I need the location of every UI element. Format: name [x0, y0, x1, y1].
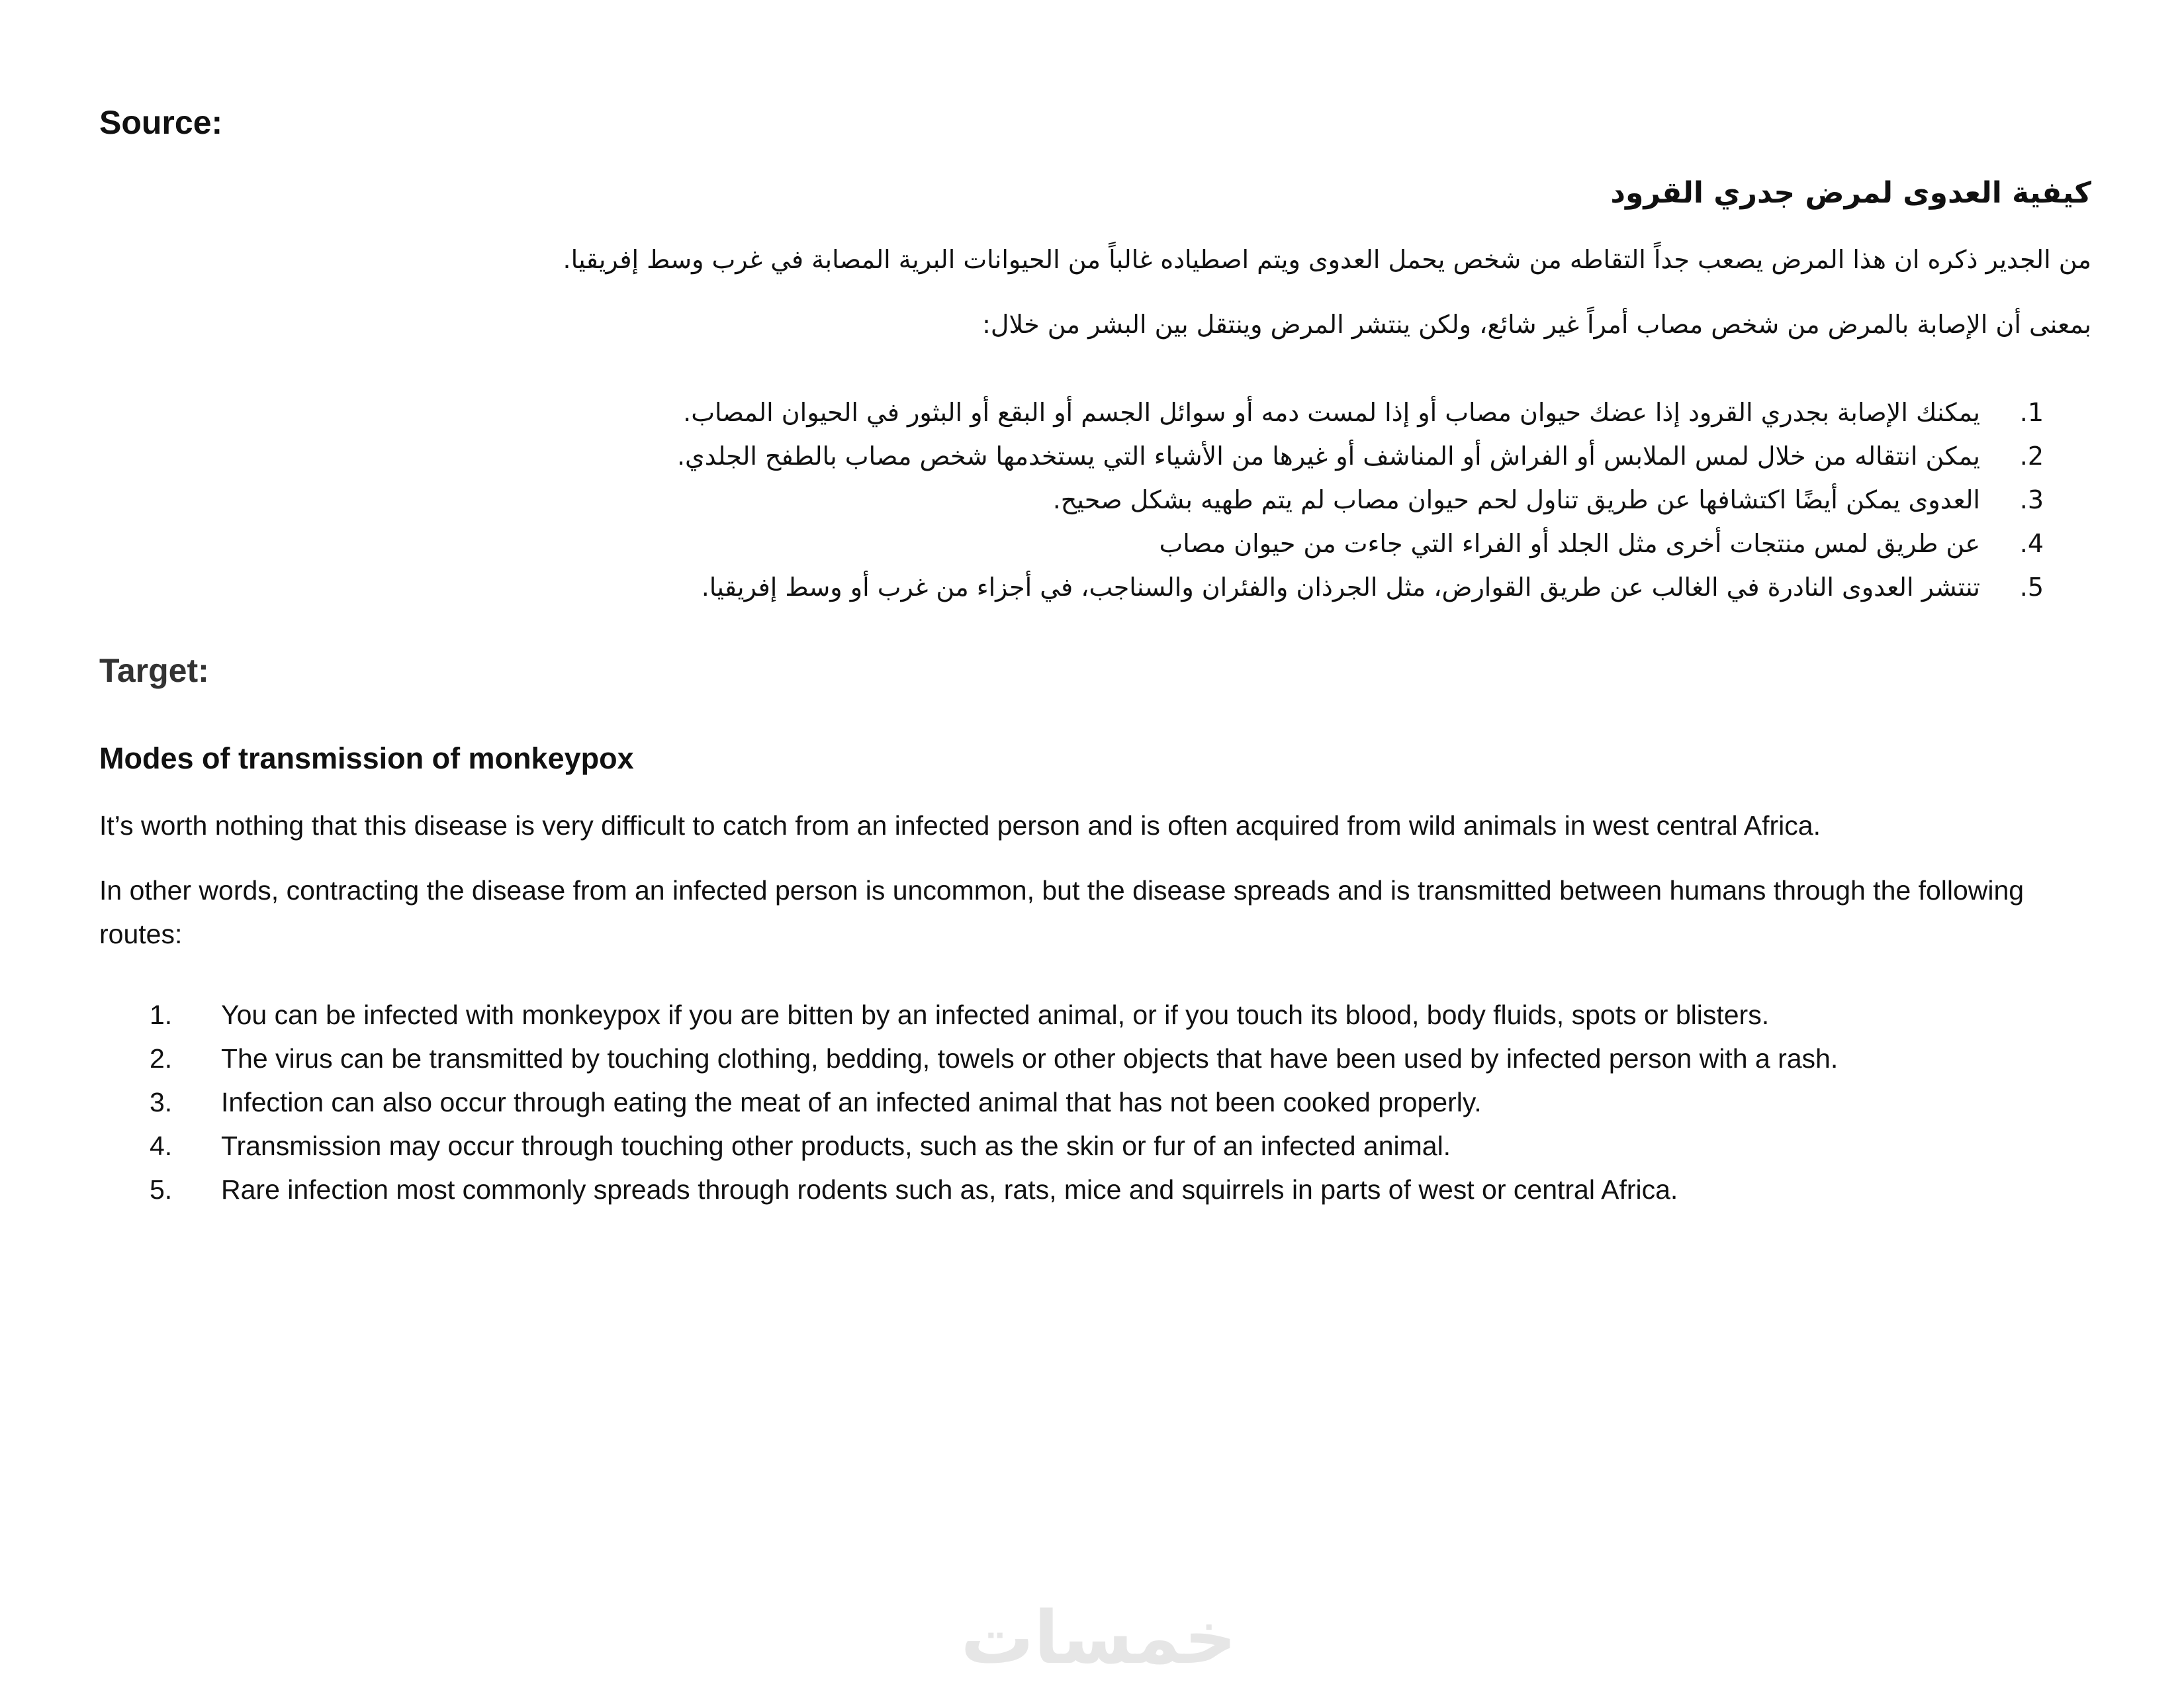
english-list-text: The virus can be transmitted by touching clothing, bedding, towels or other objects that have been used by infected person with a rash.	[221, 1043, 1839, 1074]
english-list-item	[99, 1037, 2144, 1080]
english-list-item	[99, 1124, 2144, 1168]
arabic-list-text: عن طريق لمس منتجات أخرى مثل الجلد أو الفراء التي جاءت من حيوان مصاب	[1159, 529, 1980, 558]
khamsat-watermark-logo: خمسات	[960, 1595, 1237, 1680]
english-list-number: 2.	[150, 1043, 173, 1074]
english-list-item	[99, 1168, 2144, 1211]
arabic-list-item	[463, 522, 2044, 565]
english-list-item	[99, 1080, 2144, 1124]
arabic-list-number: 4.	[2019, 529, 2044, 558]
english-list	[99, 993, 2144, 1211]
arabic-list-number: 1.	[2019, 398, 2044, 427]
english-list-number: 5.	[150, 1174, 173, 1205]
arabic-list-item	[463, 565, 2044, 609]
english-list-text: Rare infection most commonly spreads through rodents such as, rats, mice and squirrels in parts of west or central Africa.	[221, 1174, 1678, 1205]
arabic-paragraph-2: بمعنى أن الإصابة بالمرض من شخص مصاب أمراً غير شائع، ولكن ينتشر المرض وينتقل بين البشر من خلال:	[982, 310, 2091, 339]
english-list-text: You can be infected with monkeypox if you are bitten by an infected animal, or if you touch its blood, body fluids, spots or blisters.	[221, 1000, 1770, 1030]
arabic-list-number: 3.	[2019, 485, 2044, 514]
english-list-number: 3.	[150, 1087, 173, 1117]
english-paragraph-1: It’s worth nothing that this disease is very difficult to catch from an infected person and is often acquired from wild animals in west central Africa.	[99, 810, 1821, 841]
arabic-paragraph-1: من الجدير ذكره ان هذا المرض يصعب جداً التقاطه من شخص يحمل العدوى ويتم اصطياده غالباً من الحيوانات البرية المصابة في غرب وسط إفريقيا.	[563, 245, 2091, 274]
arabic-list-number: 2.	[2019, 442, 2044, 471]
arabic-list-item	[463, 391, 2044, 434]
english-title: Modes of transmission of monkeypox	[99, 741, 634, 775]
arabic-list-item	[463, 478, 2044, 522]
english-list-text: Infection can also occur through eating the meat of an infected animal that has not been cooked properly.	[221, 1087, 1482, 1117]
english-list-number: 4.	[150, 1131, 173, 1161]
arabic-list-number: 5.	[2019, 573, 2044, 602]
arabic-list-text: يمكنك الإصابة بجدري القرود إذا عضك حيوان مصاب أو إذا لمست دمه أو سوائل الجسم أو البقع أو البثور في الحيوان المصاب.	[683, 398, 1980, 427]
english-list-item	[99, 993, 2144, 1037]
arabic-title: كيفية العدوى لمرض جدري القرود	[1610, 176, 2091, 210]
english-list-number: 1.	[150, 1000, 173, 1030]
arabic-list-text: تنتشر العدوى النادرة في الغالب عن طريق القوارض، مثل الجرذان والفئران والسناجب، في أجزاء من غرب أو وسط إفريقيا.	[701, 573, 1980, 602]
english-list-text: Transmission may occur through touching other products, such as the skin or fur of an infected animal.	[221, 1131, 1451, 1161]
english-paragraph-2: In other words, contracting the disease from an infected person is uncommon, but the disease spreads and is transmitted between humans through the following routes:	[99, 875, 2025, 949]
target-label: Target:	[99, 652, 209, 689]
source-label: Source:	[99, 104, 223, 141]
arabic-list	[463, 391, 2044, 609]
arabic-list-item	[463, 434, 2044, 478]
arabic-list-text: العدوى يمكن أيضًا اكتشافها عن طريق تناول لحم حيوان مصاب لم يتم طهيه بشكل صحيح.	[1052, 485, 1980, 514]
arabic-list-text: يمكن انتقاله من خلال لمس الملابس أو الفراش أو المناشف أو غيرها من الأشياء التي يستخدمها شخص مصاب بالطفح الجلدي.	[676, 442, 1980, 471]
